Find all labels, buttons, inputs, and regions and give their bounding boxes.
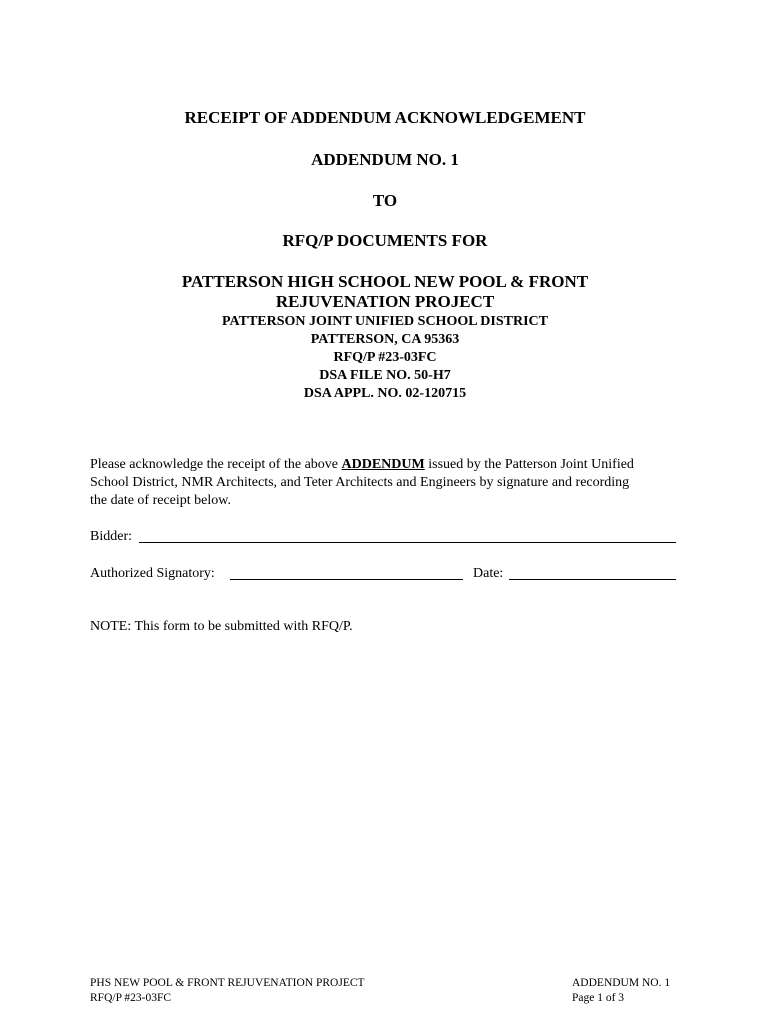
footer-rfqp-number: RFQ/P #23-03FC	[90, 992, 172, 1004]
date-field[interactable]	[509, 579, 676, 580]
acknowledgement-line1: Please acknowledge the receipt of the above ADDENDUM issued by the Patterson Joint Unified	[90, 457, 634, 472]
footer-right	[572, 976, 670, 1006]
submission-note: NOTE: This form to be submitted with RFQ/P.	[90, 619, 353, 634]
footer-project-name: PHS NEW POOL & FRONT REJUVENATION PROJECT	[90, 977, 365, 989]
district-name: PATTERSON JOINT UNIFIED SCHOOL DISTRICT	[222, 314, 548, 329]
acknowledgement-line3: the date of receipt below.	[90, 493, 231, 508]
document-title: RECEIPT OF ADDENDUM ACKNOWLEDGEMENT	[184, 108, 586, 127]
acknowledgement-line2: School District, NMR Architects, and Teter Architects and Engineers by signature and recording	[90, 475, 630, 490]
documents-for-label: RFQ/P DOCUMENTS FOR	[282, 231, 488, 250]
bidder-field[interactable]	[139, 542, 676, 543]
rfqp-number: RFQ/P #23-03FC	[333, 350, 437, 365]
project-name-line1: PATTERSON HIGH SCHOOL NEW POOL & FRONT	[181, 272, 589, 291]
date-label: Date:	[473, 566, 504, 581]
dsa-appl-number: DSA APPL. NO. 02-120715	[303, 386, 467, 401]
to-label: TO	[372, 191, 398, 210]
footer-page-number: Page 1 of 3	[572, 992, 625, 1004]
acknowledgement-paragraph	[90, 456, 680, 510]
footer-addendum-number: ADDENDUM NO. 1	[572, 977, 671, 989]
project-name-line2: REJUVENATION PROJECT	[275, 292, 495, 311]
footer-left	[90, 976, 365, 1006]
signatory-field[interactable]	[230, 579, 463, 580]
addendum-keyword: ADDENDUM	[341, 457, 425, 472]
dsa-file-number: DSA FILE NO. 50-H7	[319, 368, 451, 383]
addendum-number: ADDENDUM NO. 1	[311, 150, 459, 169]
district-city: PATTERSON, CA 95363	[310, 332, 460, 347]
signatory-label: Authorized Signatory:	[90, 566, 215, 581]
bidder-label: Bidder:	[90, 529, 132, 544]
